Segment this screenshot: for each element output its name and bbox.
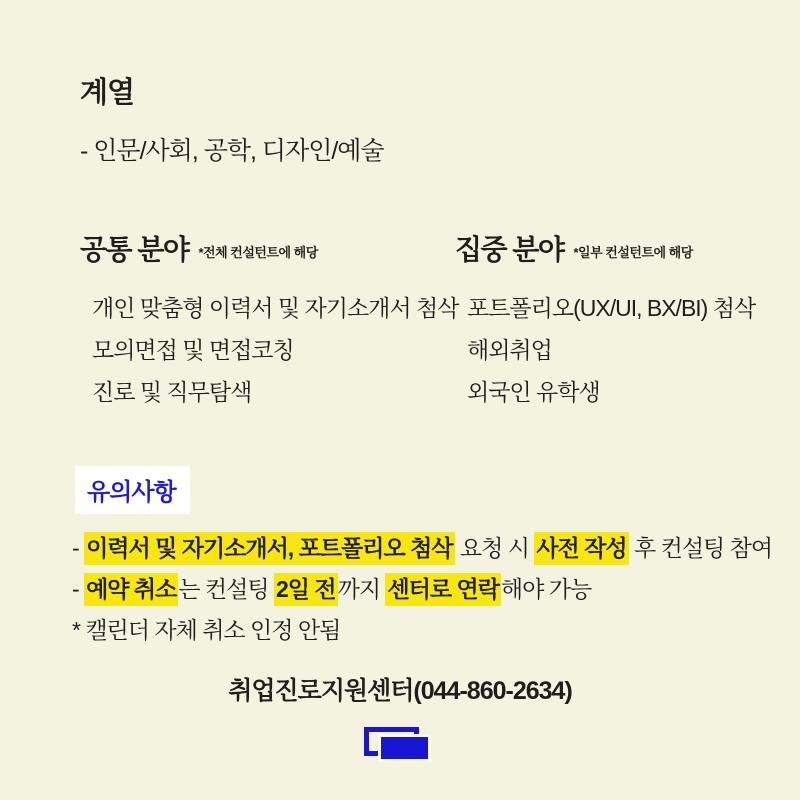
- plain-text: 해야 가능: [500, 576, 592, 602]
- list-item: 포트폴리오(UX/UI, BX/BI) 첨삭: [467, 295, 756, 321]
- list-item: 외국인 유학생: [467, 379, 600, 405]
- notice-section: [72, 466, 773, 651]
- notice-line: [72, 528, 773, 569]
- plain-text: 후 컨설팅 참여: [628, 535, 773, 561]
- plain-text: 는 컨설팅: [178, 576, 274, 602]
- plain-text: 까지: [337, 576, 386, 602]
- plain-text: 요청 시: [454, 535, 535, 561]
- plain-text: -: [72, 576, 85, 602]
- notice-badge: 유의사항: [75, 466, 190, 514]
- common-fields-column: [80, 228, 459, 413]
- common-fields-list: [80, 287, 459, 413]
- series-value: - 인문/사회, 공학, 디자인/예술: [80, 137, 384, 165]
- highlighted-text: 2일 전: [274, 573, 338, 606]
- common-fields-qualifier: *전체 컨설턴트에 해당: [198, 245, 318, 260]
- notice-line: [72, 569, 762, 610]
- highlighted-text: 사전 작성: [534, 532, 628, 565]
- highlighted-text: 예약 취소: [84, 573, 178, 606]
- highlighted-text: 센터로 연락: [385, 573, 500, 606]
- notice-lines: [72, 528, 773, 651]
- list-item: 개인 맞춤형 이력서 및 자기소개서 첨삭: [92, 295, 459, 321]
- focus-fields-header: [455, 228, 800, 268]
- plain-text: -: [72, 535, 85, 561]
- common-fields-header: [80, 228, 440, 268]
- list-item: 해외취업: [467, 337, 552, 363]
- center-name: 취업진로지원센터(044-860-2634): [228, 677, 572, 705]
- series-section: [80, 70, 384, 167]
- focus-fields-qualifier: *일부 컨설턴트에 해당: [573, 245, 693, 260]
- common-fields-title: 공통 분야: [80, 234, 189, 265]
- logo-filled-rect: [378, 734, 431, 762]
- focus-fields-column: [455, 228, 800, 413]
- focus-fields-title: 집중 분야: [455, 234, 564, 265]
- plain-text: * 캘린더 자체 취소 인정 안됨: [72, 617, 341, 643]
- notice-line: [72, 610, 762, 651]
- overlapping-rectangles-icon: [364, 727, 436, 769]
- list-item: 진로 및 직무탐색: [92, 379, 252, 405]
- series-heading: 계열: [80, 77, 135, 109]
- list-item: 모의면접 및 면접코칭: [92, 337, 294, 363]
- focus-fields-list: [455, 287, 800, 413]
- highlighted-text: 이력서 및 자기소개서, 포트폴리오 첨삭: [84, 532, 454, 565]
